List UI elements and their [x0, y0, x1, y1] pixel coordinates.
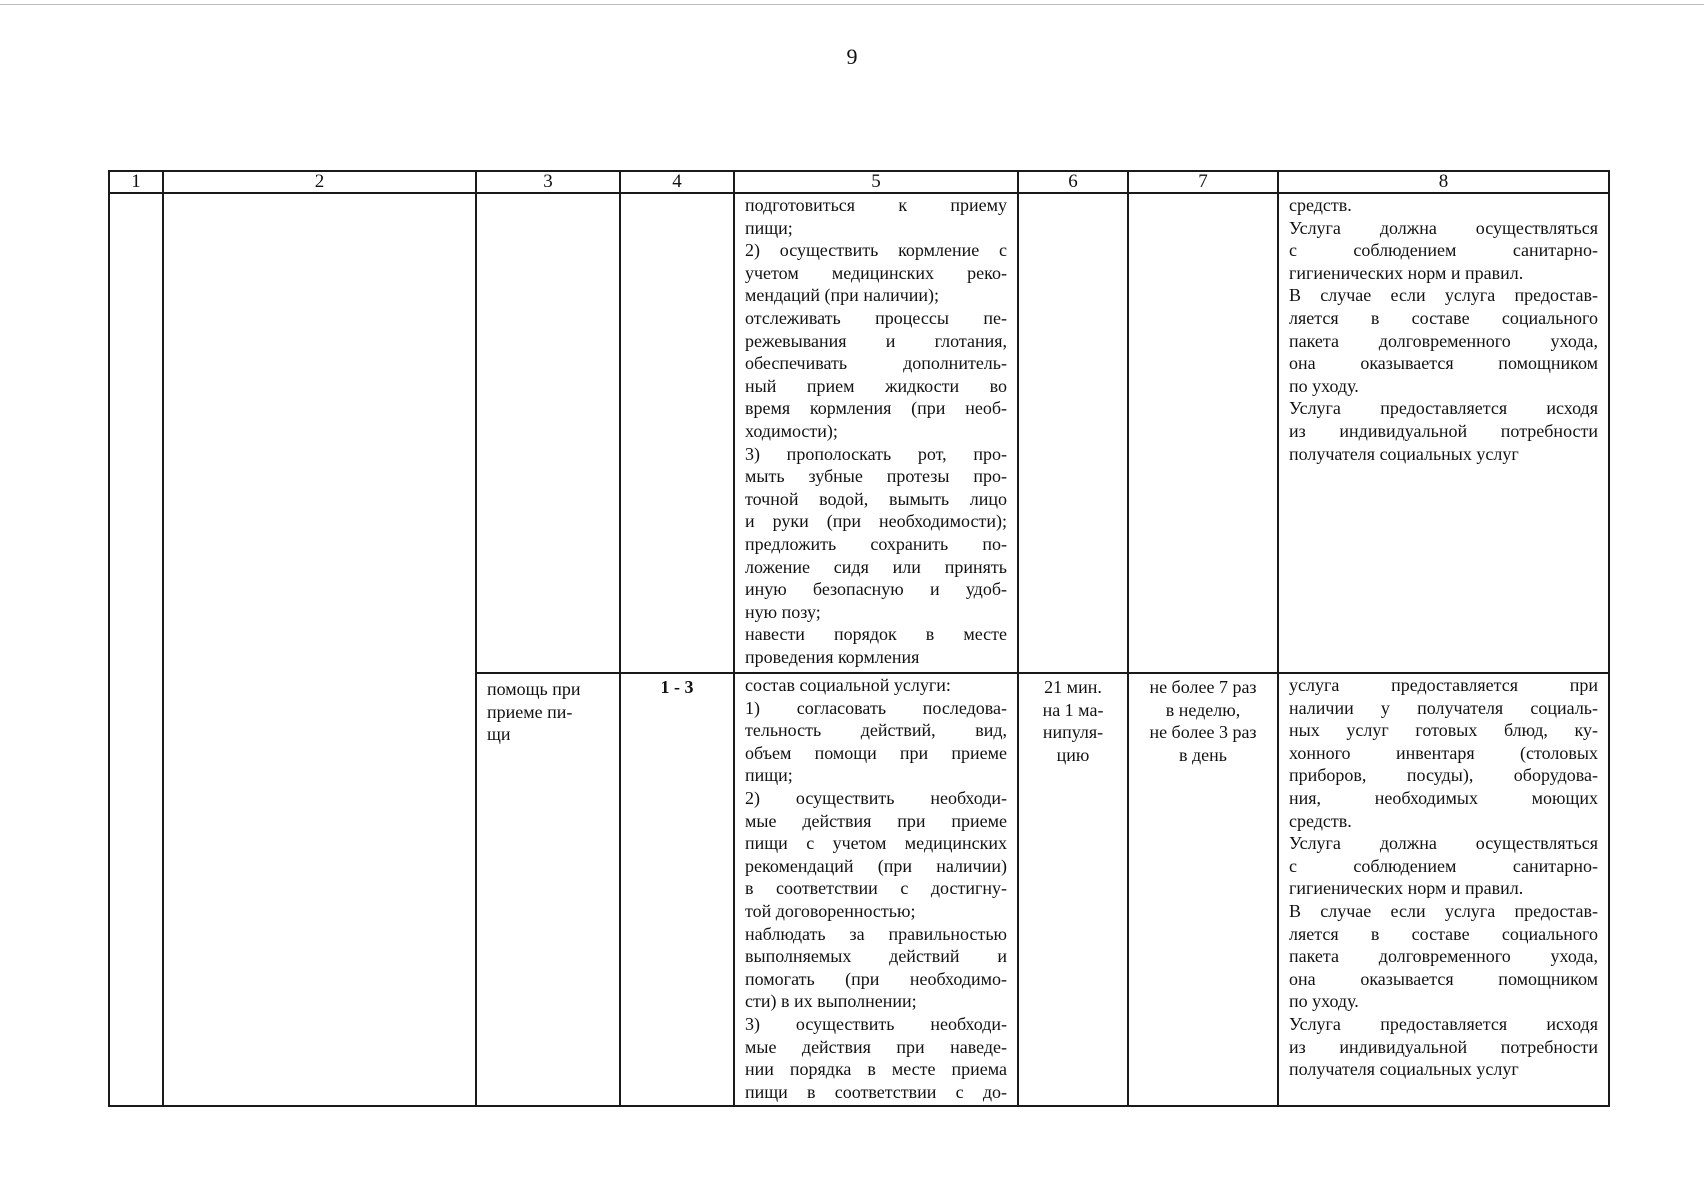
text-line: ния, необходимых моющих	[1289, 787, 1598, 808]
text-line: пищи;	[745, 765, 793, 786]
cell-service-content	[734, 193, 1018, 673]
text-line: средств.	[1289, 810, 1352, 831]
text-line: ложение сидя или принять	[745, 556, 1007, 577]
cell-duration	[1018, 673, 1128, 1106]
text-line: В случае если услуга предостав-	[1289, 900, 1598, 921]
text-line: гигиенических норм и правил.	[1289, 262, 1524, 283]
text-line: 21 мин.	[1044, 677, 1102, 697]
text-line: из индивидуальной потребности	[1289, 420, 1598, 441]
text-line: цию	[1056, 744, 1090, 765]
text-line: 2) осуществить кормление с	[745, 240, 1007, 261]
text-line: 3) прополоскать рот, про-	[745, 443, 1007, 464]
header-cell: 5	[734, 171, 1018, 193]
text-line: сти) в их выполнении;	[745, 991, 917, 1012]
table-row	[109, 193, 1609, 673]
text-line: пищи в соответствии с до-	[745, 1081, 1007, 1102]
text-line: Услуга предоставляется исходя	[1289, 398, 1598, 419]
text-line: с соблюдением санитарно-	[1289, 240, 1598, 261]
text-line: и руки (при необходимости);	[745, 511, 1007, 532]
text-line: на 1 ма-	[1042, 699, 1104, 720]
text-line: выполняемых действий и	[745, 946, 1007, 967]
text-line: не более 3 раз	[1149, 722, 1257, 743]
text-line: приборов, посуды), оборудова-	[1289, 765, 1598, 786]
header-cell: 3	[476, 171, 620, 193]
text-line: она оказывается помощником	[1289, 353, 1598, 374]
text-line: тельность действий, вид,	[745, 720, 1007, 741]
text-line: мыть зубные протезы про-	[745, 466, 1007, 487]
text-line: помогать (при необходимо-	[745, 968, 1007, 989]
text-line: подготовиться к приему	[745, 195, 1007, 215]
text-line: пакета долговременного ухода,	[1289, 946, 1598, 967]
text-line: 1) согласовать последова-	[745, 697, 1007, 718]
cell-frequency	[1128, 673, 1278, 1106]
text-line: помощь при	[487, 679, 581, 699]
text-line: наблюдать за правильностью	[745, 923, 1007, 944]
header-cell: 8	[1278, 171, 1609, 193]
text-line: с соблюдением санитарно-	[1289, 855, 1598, 876]
text-line: гигиенических норм и правил.	[1289, 878, 1524, 899]
cell-service-group	[163, 193, 476, 1106]
text-line: В случае если услуга предостав-	[1289, 285, 1598, 306]
text-line: мендаций (при наличии);	[745, 285, 940, 306]
text-line: ляется в составе социального	[1289, 923, 1598, 944]
code-value: 1 - 3	[660, 677, 694, 697]
text-line: состав социальной услуги:	[745, 675, 951, 695]
text-line: проведения кормления	[745, 646, 920, 667]
header-cell: 4	[620, 171, 734, 193]
cell-conditions	[1278, 673, 1609, 1106]
text-line: пакета долговременного ухода,	[1289, 330, 1598, 351]
text-line: приеме пи-	[487, 701, 573, 722]
text-line: Услуга должна осуществляться	[1289, 217, 1598, 238]
text-line: 3) осуществить необходи-	[745, 1013, 1007, 1034]
text-line: ляется в составе социального	[1289, 307, 1598, 328]
cell-duration	[1018, 193, 1128, 673]
text-line: щи	[487, 724, 511, 745]
cell-service-name	[476, 193, 620, 673]
text-line: в день	[1179, 744, 1227, 765]
text-line: предложить сохранить по-	[745, 533, 1007, 554]
text-line: хонного инвентаря (столовых	[1289, 742, 1598, 763]
text-line: Услуга предоставляется исходя	[1289, 1013, 1598, 1034]
text-line: получателя социальных услуг	[1289, 443, 1519, 464]
text-line: получателя социальных услуг	[1289, 1059, 1519, 1080]
text-line: услуга предоставляется при	[1289, 675, 1598, 695]
text-line: навести порядок в месте	[745, 624, 1007, 645]
text-line: учетом медицинских реко-	[745, 262, 1007, 283]
text-line: пищи;	[745, 217, 793, 238]
cell-code	[620, 193, 734, 673]
header-cell: 7	[1128, 171, 1278, 193]
text-line: ходимости);	[745, 420, 838, 441]
cell-service-content	[734, 673, 1018, 1106]
text-line: пищи с учетом медицинских	[745, 833, 1007, 854]
text-line: ный прием жидкости во	[745, 375, 1007, 396]
text-line: объем помощи при приеме	[745, 742, 1007, 763]
text-line: мые действия при приеме	[745, 810, 1007, 831]
text-line: средств.	[1289, 195, 1352, 215]
text-line: иную безопасную и удоб-	[745, 579, 1007, 600]
text-line: из индивидуальной потребности	[1289, 1036, 1598, 1057]
text-line: в соответствии с достигну-	[745, 878, 1007, 899]
text-line: по уходу.	[1289, 991, 1359, 1012]
services-table	[108, 170, 1610, 1107]
cell-code	[620, 673, 734, 1106]
header-cell: 2	[163, 171, 476, 193]
text-line: по уходу.	[1289, 375, 1359, 396]
cell-frequency	[1128, 193, 1278, 673]
text-line: режевывания и глотания,	[745, 330, 1007, 351]
text-line: 2) осуществить необходи-	[745, 787, 1007, 808]
scan-edge-line	[0, 4, 1704, 5]
text-line: она оказывается помощником	[1289, 968, 1598, 989]
text-line: не более 7 раз	[1149, 677, 1257, 697]
page-number: 9	[846, 44, 858, 69]
text-line: ных услуг готовых блюд, ку-	[1289, 720, 1598, 741]
text-line: точной водой, вымыть лицо	[745, 488, 1007, 509]
header-row	[109, 171, 1609, 193]
text-line: той договоренностью;	[745, 900, 916, 921]
text-line: обеспечивать дополнитель-	[745, 353, 1007, 374]
text-line: нипуля-	[1042, 722, 1104, 743]
header-cell: 6	[1018, 171, 1128, 193]
text-line: рекомендаций (при наличии)	[745, 855, 1007, 876]
text-line: Услуга должна осуществляться	[1289, 833, 1598, 854]
text-line: нии порядка в месте приема	[745, 1059, 1007, 1080]
header-cell: 1	[109, 171, 163, 193]
text-line: время кормления (при необ-	[745, 398, 1007, 419]
text-line: в неделю,	[1165, 699, 1241, 720]
cell-number	[109, 193, 163, 1106]
text-line: мые действия при наведе-	[745, 1036, 1007, 1057]
cell-service-name	[476, 673, 620, 1106]
cell-conditions	[1278, 193, 1609, 673]
text-line: наличии у получателя социаль-	[1289, 697, 1598, 718]
text-line: ную позу;	[745, 601, 821, 622]
text-line: отслеживать процессы пе-	[745, 307, 1007, 328]
